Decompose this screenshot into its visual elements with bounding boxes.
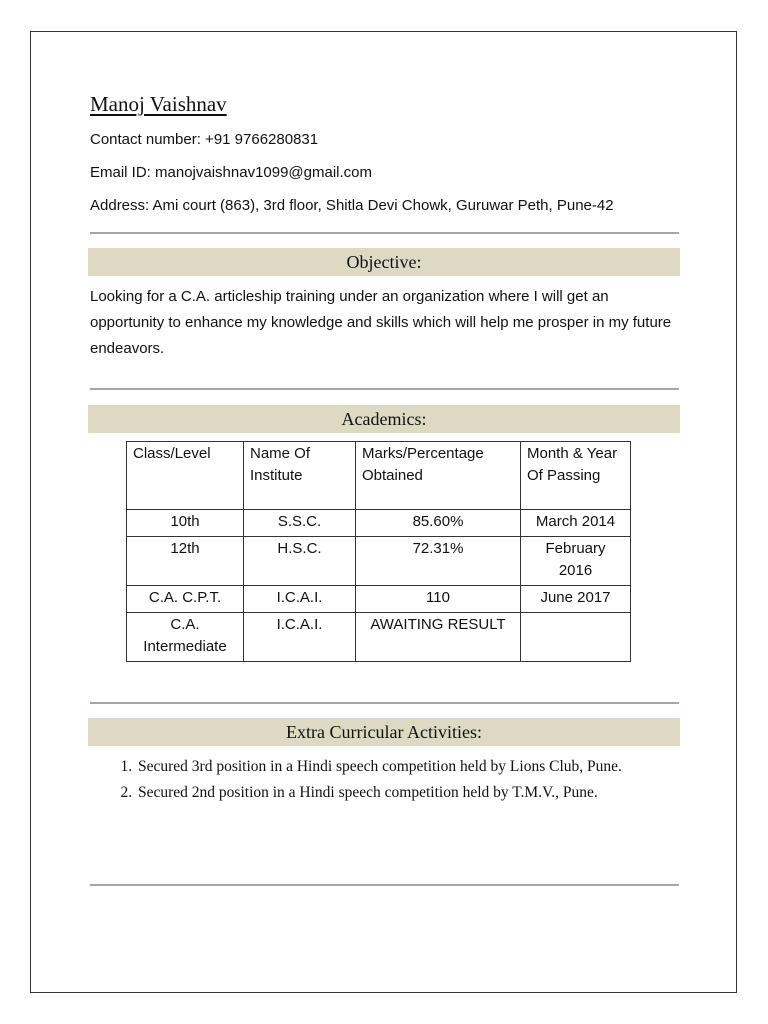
table-cell: H.S.C. — [244, 537, 356, 586]
table-row — [127, 510, 631, 537]
divider — [90, 884, 679, 886]
table-row — [127, 537, 631, 586]
table-cell: June 2017 — [521, 586, 631, 613]
table-cell: 72.31% — [356, 537, 521, 586]
candidate-name: Manoj Vaishnav — [90, 92, 227, 116]
address: Address: Ami court (863), 3rd floor, Shitla Devi Chowk, Guruwar Peth, Pune-42 — [90, 197, 614, 214]
academics-table — [126, 441, 631, 662]
table-header-row — [127, 442, 631, 510]
header-cell: Name Of Institute — [244, 442, 356, 510]
table-row — [127, 586, 631, 613]
table-cell: I.C.A.I. — [244, 613, 356, 662]
table-cell: AWAITING RESULT — [356, 613, 521, 662]
list-item: 2. Secured 2nd position in a Hindi speech competition held by T.M.V., Pune. — [136, 781, 696, 805]
contact-number: Contact number: +91 9766280831 — [90, 131, 319, 148]
header-cell: Month & Year Of Passing — [521, 442, 631, 510]
table-cell: 85.60% — [356, 510, 521, 537]
table-cell — [521, 613, 631, 662]
table-row — [127, 613, 631, 662]
table-cell: 110 — [356, 586, 521, 613]
header-cell: Marks/Percentage Obtained — [356, 442, 521, 510]
table-cell: February 2016 — [521, 537, 631, 586]
divider — [90, 702, 679, 704]
table-cell: March 2014 — [521, 510, 631, 537]
activities-list — [90, 755, 696, 807]
divider — [90, 232, 679, 234]
objective-heading: Objective: — [88, 248, 680, 276]
table-cell: S.S.C. — [244, 510, 356, 537]
table-cell: C.A. Intermediate — [127, 613, 244, 662]
academics-heading: Academics: — [88, 405, 680, 433]
table-cell: 10th — [127, 510, 244, 537]
objective-text: Looking for a C.A. articleship training under an organization where I will get an opportunity to enhance my knowledge and skills which will help me prosper in my future endeavors. — [90, 288, 672, 357]
table-cell: C.A. C.P.T. — [127, 586, 244, 613]
divider — [90, 388, 679, 390]
header-cell: Class/Level — [127, 442, 244, 510]
activities-heading: Extra Curricular Activities: — [88, 718, 680, 746]
table-cell: 12th — [127, 537, 244, 586]
email-id: Email ID: manojvaishnav1099@gmail.com — [90, 164, 373, 181]
list-item: 1. Secured 3rd position in a Hindi speech competition held by Lions Club, Pune. — [136, 755, 696, 779]
table-cell: I.C.A.I. — [244, 586, 356, 613]
